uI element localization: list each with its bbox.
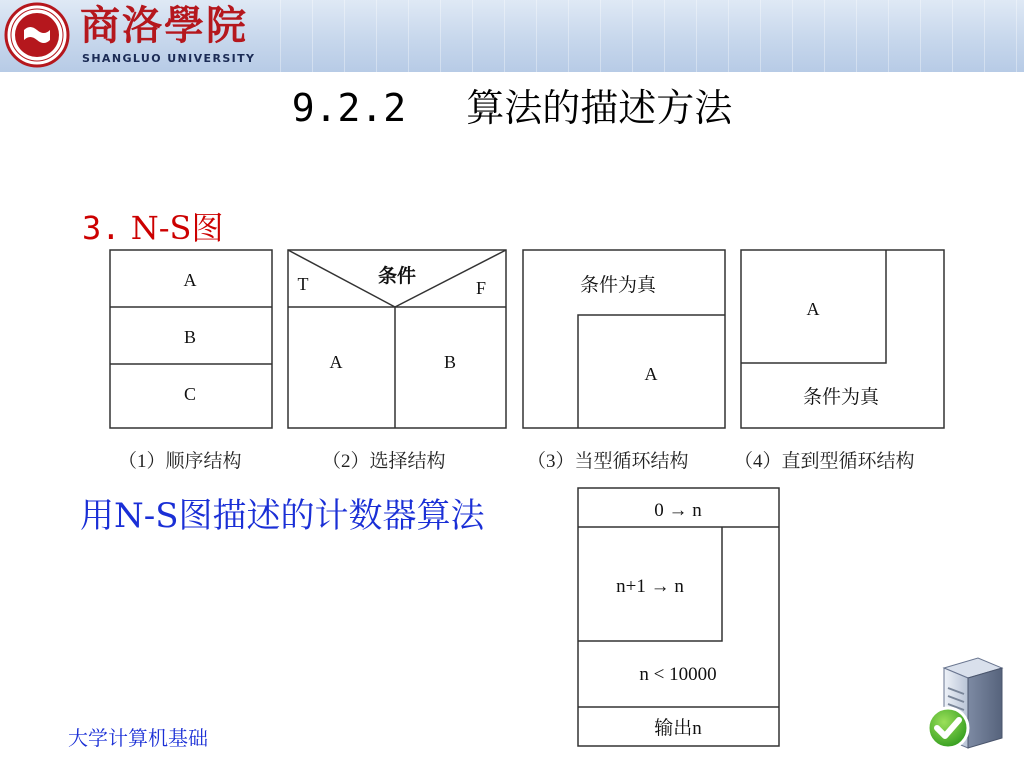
title-text: 算法的描述方法 bbox=[466, 86, 733, 130]
selection-true-label: T bbox=[297, 274, 309, 294]
selection-false-label: F bbox=[475, 278, 487, 298]
counter-output: 输出n bbox=[654, 718, 702, 739]
caption-sequence: （1）顺序结构 bbox=[118, 451, 242, 472]
sequence-block-c: C bbox=[183, 384, 197, 404]
while-condition: 条件为真 bbox=[579, 275, 657, 296]
selection-condition: 条件 bbox=[377, 266, 417, 287]
counter-algorithm-diagram bbox=[578, 488, 779, 746]
sequence-block-b: B bbox=[183, 327, 197, 347]
counter-algorithm-heading: 用N-S图描述的计数器算法 bbox=[80, 496, 485, 536]
university-logo-english: SHANGLUO UNIVERSITY bbox=[82, 52, 256, 65]
sequence-block-a: A bbox=[183, 270, 197, 290]
while-body: A bbox=[644, 364, 658, 384]
until-body: A bbox=[806, 299, 820, 319]
section-number: 3. bbox=[82, 209, 121, 247]
counter-body: n+1 → n bbox=[616, 576, 684, 597]
until-condition: 条件为真 bbox=[802, 387, 880, 408]
caption-until: （4）直到型循环结构 bbox=[734, 451, 915, 472]
selection-branch-b: B bbox=[443, 352, 457, 372]
counter-condition: n < 10000 bbox=[639, 664, 717, 685]
title-number: 9.2.2 bbox=[291, 86, 407, 130]
caption-while: （3）当型循环结构 bbox=[527, 451, 689, 472]
section-text: N-S图 bbox=[130, 209, 224, 247]
university-logo-text: 商洛學院 bbox=[80, 2, 248, 49]
counter-init: 0 → n bbox=[654, 500, 702, 521]
course-footer: 大学计算机基础 bbox=[68, 726, 208, 750]
selection-branch-a: A bbox=[329, 352, 343, 372]
caption-selection: （2）选择结构 bbox=[322, 451, 446, 472]
server-check-icon bbox=[922, 654, 1008, 750]
